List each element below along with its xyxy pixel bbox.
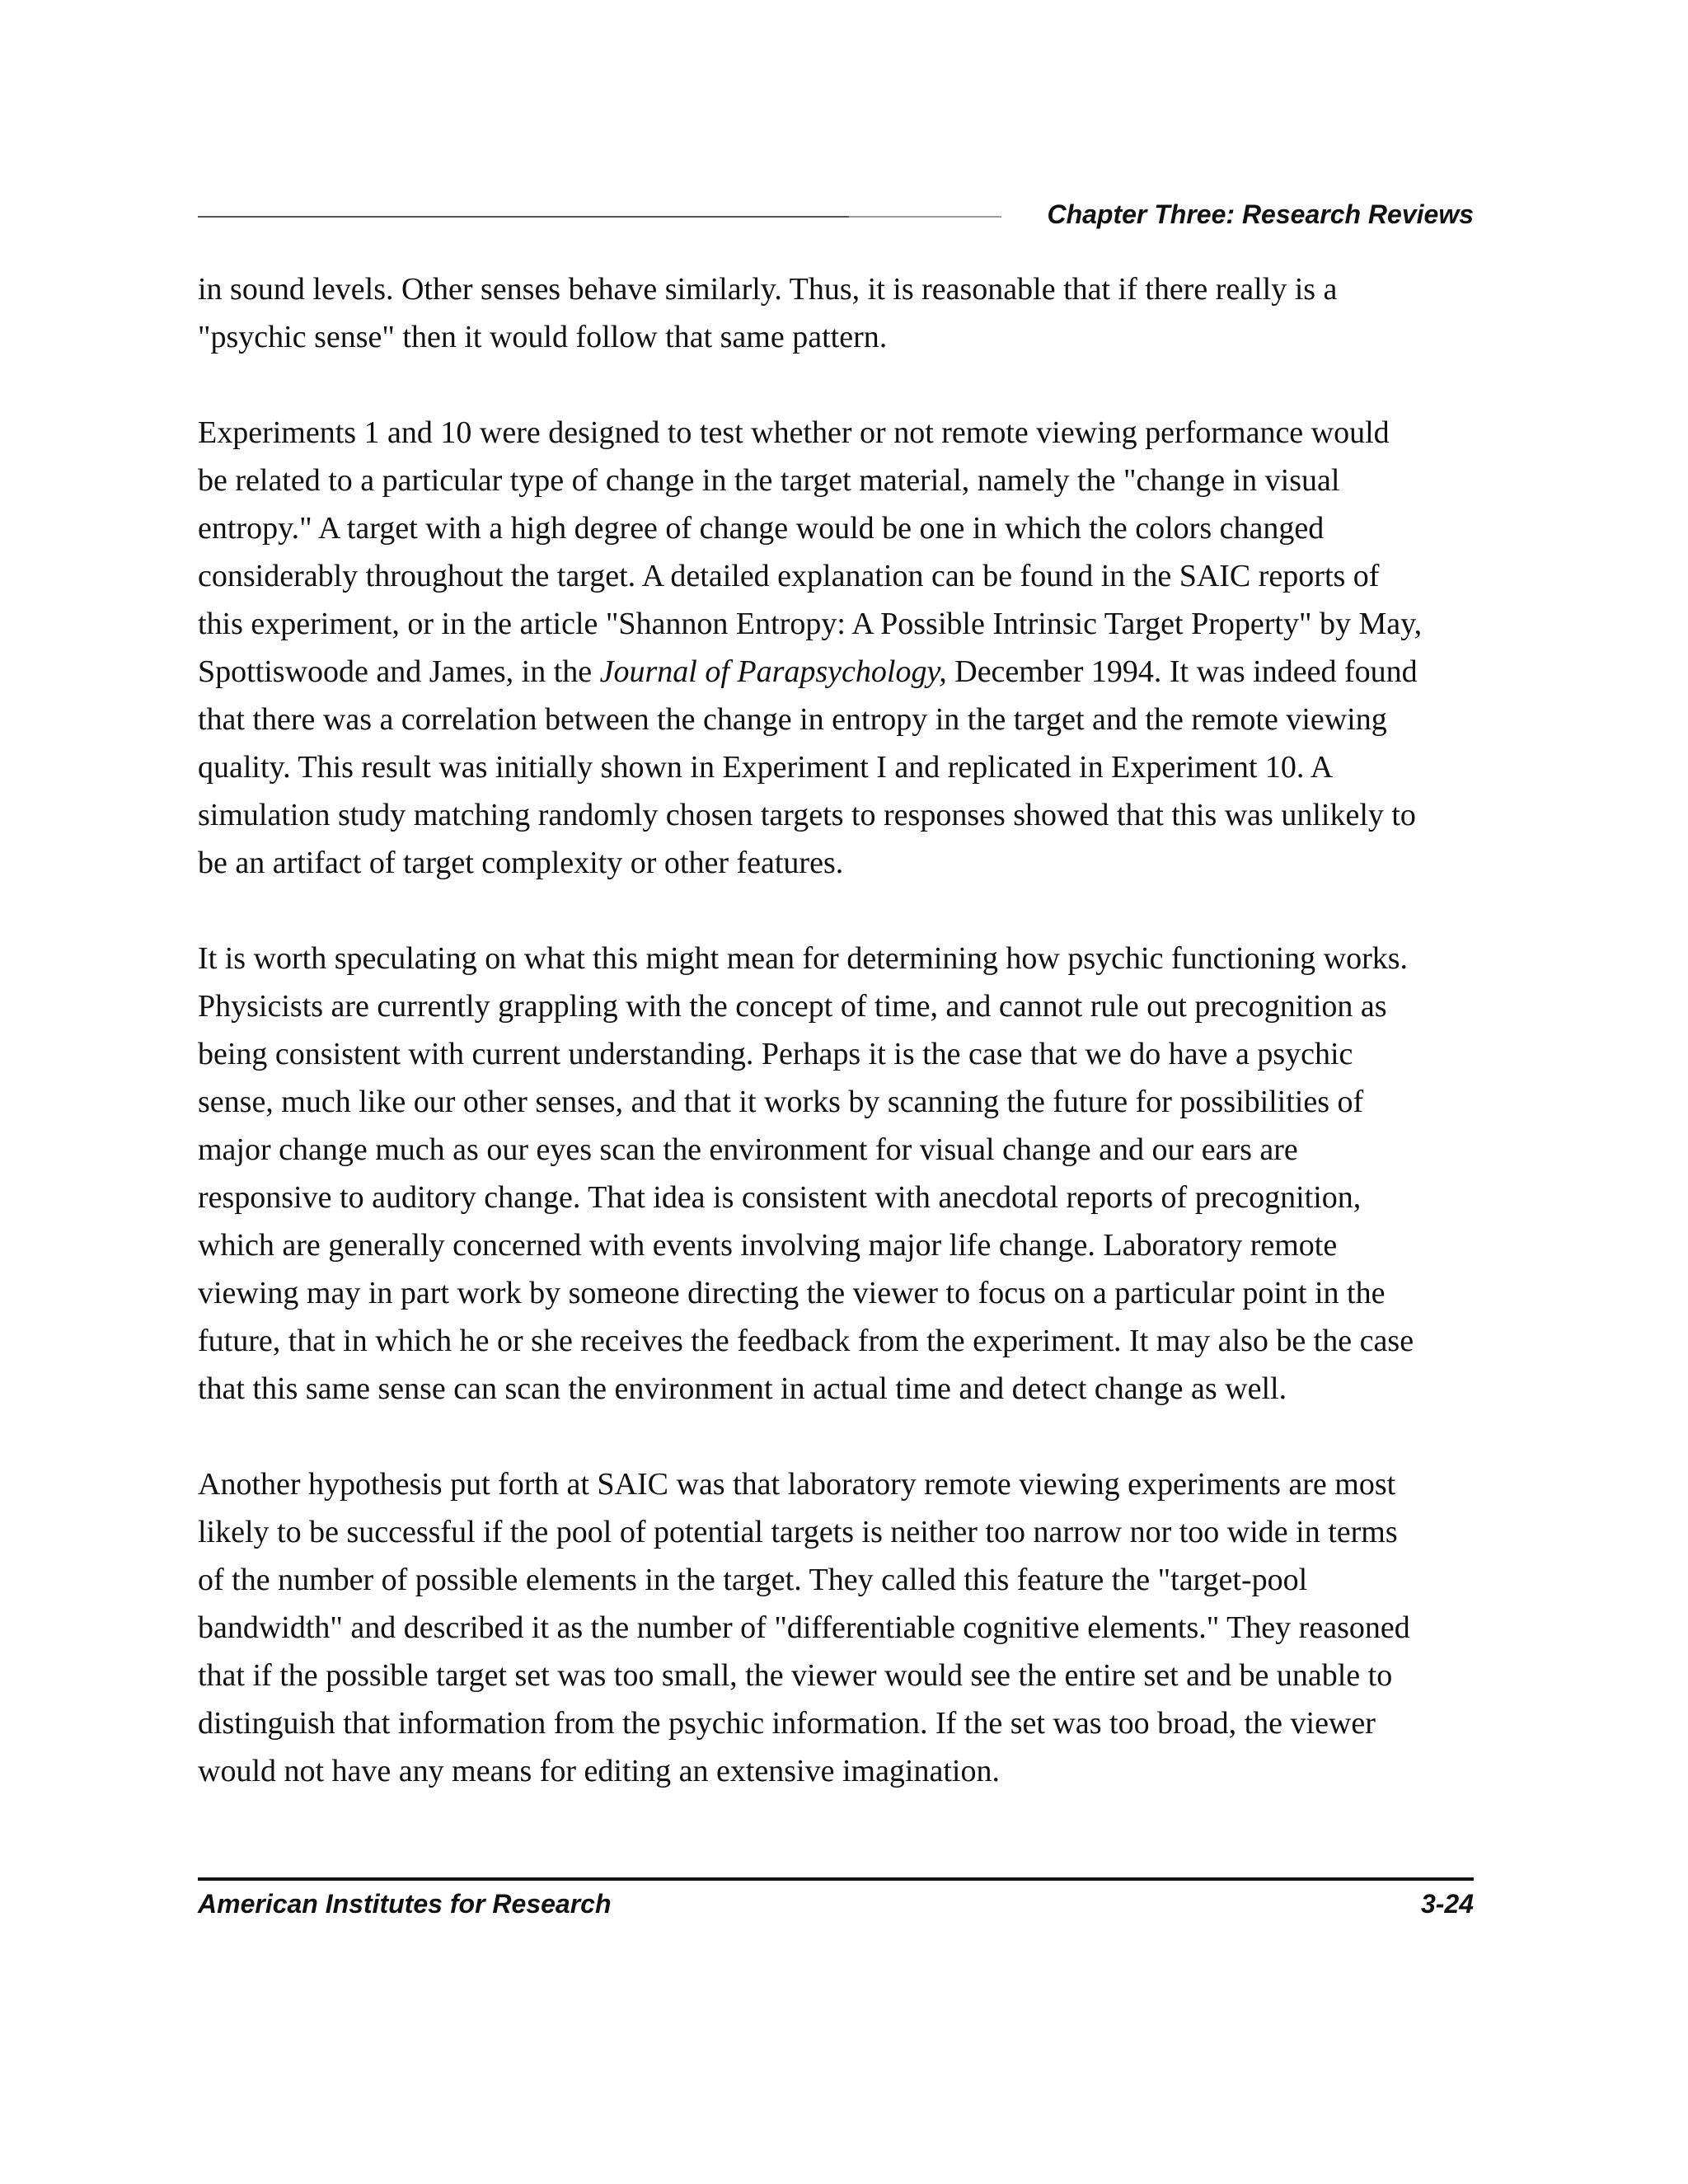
text-line: bandwidth" and described it as the number of "differentiable cognitive elements." They reasoned — [198, 1610, 1410, 1645]
page-footer — [198, 1877, 1474, 1927]
text-line: this experiment, or in the article "Shannon Entropy: A Possible Intrinsic Target Property" by May, — [198, 607, 1423, 641]
page-number: 3-24 — [1420, 1889, 1474, 1919]
paragraph-4 — [198, 1460, 1484, 1795]
text-line: major change much as our eyes scan the environment for visual change and our ears are — [198, 1132, 1298, 1167]
text-line: likely to be successful if the pool of potential targets is neither too narrow nor too wide in terms — [198, 1515, 1398, 1549]
text-segment: Spottiswoode and James, in the — [198, 654, 600, 689]
chapter-title: Chapter Three: Research Reviews — [1047, 199, 1474, 229]
journal-title: Journal of Parapsychology, — [599, 654, 947, 689]
text-line: future, that in which he or she receives the feedback from the experiment. It may also be the case — [198, 1324, 1414, 1358]
text-line: would not have any means for editing an extensive imagination. — [198, 1754, 1000, 1788]
footer-rule — [198, 1877, 1474, 1881]
text-line: sense, much like our other senses, and that it works by scanning the future for possibilities of — [198, 1085, 1364, 1119]
text-line: be an artifact of target complexity or other features. — [198, 846, 844, 880]
footer-organization: American Institutes for Research — [198, 1889, 612, 1919]
text-line: that there was a correlation between the change in entropy in the target and the remote viewing — [198, 702, 1387, 737]
text-line: which are generally concerned with events involving major life change. Laboratory remote — [198, 1228, 1338, 1263]
body-text — [198, 265, 1484, 1843]
paragraph-2 — [198, 409, 1484, 887]
page-header — [198, 198, 1474, 231]
text-line: be related to a particular type of change in the target material, namely the "change in visual — [198, 463, 1340, 498]
paragraph-1 — [198, 265, 1484, 361]
header-rule-fade — [849, 216, 1001, 218]
text-line: considerably throughout the target. A detailed explanation can be found in the SAIC reports of — [198, 559, 1380, 593]
text-line: in sound levels. Other senses behave similarly. Thus, it is reasonable that if there really is a — [198, 272, 1338, 307]
text-line: viewing may in part work by someone directing the viewer to focus on a particular point in the — [198, 1276, 1386, 1310]
text-line: that this same sense can scan the environment in actual time and detect change as well. — [198, 1371, 1287, 1406]
text-line: Physicists are currently grappling with the concept of time, and cannot rule out precognition as — [198, 989, 1387, 1024]
text-line: responsive to auditory change. That idea is consistent with anecdotal reports of precognition, — [198, 1180, 1362, 1215]
text-line: of the number of possible elements in the target. They called this feature the "target-pool — [198, 1563, 1308, 1597]
text-line: simulation study matching randomly chosen targets to responses showed that this was unlikely to — [198, 798, 1416, 832]
text-line: that if the possible target set was too small, the viewer would see the entire set and be unable to — [198, 1658, 1393, 1693]
text-line-with-citation — [198, 648, 1484, 696]
text-line: being consistent with current understanding. Perhaps it is the case that we do have a psychic — [198, 1037, 1353, 1071]
text-line: quality. This result was initially shown in Experiment I and replicated in Experiment 10. A — [198, 750, 1334, 785]
text-line: Experiments 1 and 10 were designed to test whether or not remote viewing performance would — [198, 415, 1390, 450]
text-segment: December 1994. It was indeed found — [946, 654, 1418, 689]
text-line: entropy." A target with a high degree of change would be one in which the colors changed — [198, 511, 1325, 546]
text-line: "psychic sense" then it would follow that same pattern. — [198, 320, 888, 354]
paragraph-3 — [198, 935, 1484, 1413]
text-line: It is worth speculating on what this might mean for determining how psychic functioning works. — [198, 941, 1409, 976]
text-line: Another hypothesis put forth at SAIC was that laboratory remote viewing experiments are most — [198, 1467, 1396, 1502]
text-line: distinguish that information from the psychic information. If the set was too broad, the viewer — [198, 1706, 1376, 1741]
